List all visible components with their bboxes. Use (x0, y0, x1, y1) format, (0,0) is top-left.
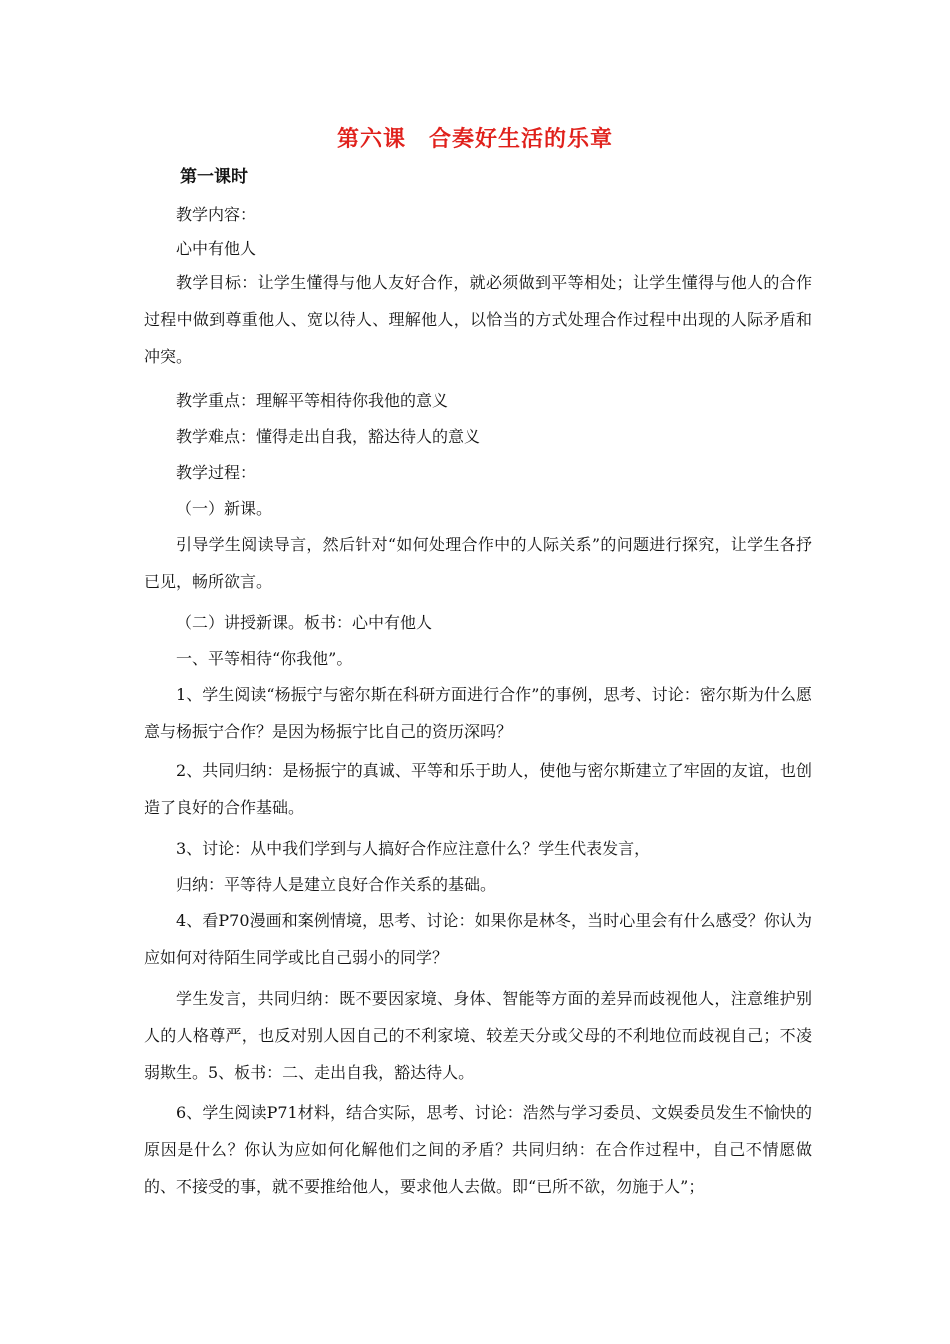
paragraph: （二）讲授新课。板书：心中有他人 (176, 613, 433, 632)
paragraph: 引导学生阅读导言，然后针对“如何处理合作中的人际关系”的问题进行探究，让学生各抒已见，畅所欲言。 (144, 535, 812, 591)
paragraph: 2、共同归纳：是杨振宁的真诚、平等和乐于助人，使他与密尔斯建立了牢固的友谊，也创造了良好的合作基础。 (144, 761, 812, 817)
paragraph: 一、平等相待“你我他”。 (176, 649, 353, 668)
paragraph: 教学重点：理解平等相待你我他的意义 (176, 391, 449, 410)
paragraph: 6、学生阅读P71材料，结合实际，思考、讨论：浩然与学习委员、文娱委员发生不愉快的原因是什么？你认为应如何化解他们之间的矛盾？共同归纳：在合作过程中，自己不情愿做的、不接受的事，就不要推给他人，要求他人去做。即“已所不欲，勿施于人”； (144, 1103, 812, 1196)
paragraph: 1、学生阅读“杨振宁与密尔斯在科研方面进行合作”的事例，思考、讨论：密尔斯为什么愿意与杨振宁合作？是因为杨振宁比自己的资历深吗？ (144, 685, 812, 741)
paragraph: 4、看P70漫画和案例情境，思考、讨论：如果你是林冬，当时心里会有什么感受？你认为应如何对待陌生同学或比自己弱小的同学？ (144, 911, 812, 967)
paragraph: 学生发言，共同归纳：既不要因家境、身体、智能等方面的差异而歧视他人，注意维护别人的人格尊严，也反对别人因自己的不利家境、较差天分或父母的不利地位而歧视自己；不凌弱欺生。5、板书：二、走出自我，豁达待人。 (144, 989, 812, 1082)
paragraph: （一）新课。 (176, 499, 273, 518)
paragraph: 教学目标：让学生懂得与他人友好合作，就必须做到平等相处；让学生懂得与他人的合作过程中做到尊重他人、宽以待人、理解他人，以恰当的方式处理合作过程中出现的人际矛盾和冲突。 (144, 273, 812, 366)
paragraph: 教学过程： (176, 463, 257, 482)
paragraph: 心中有他人 (176, 239, 257, 258)
paragraph: 3、讨论：从中我们学到与人搞好合作应注意什么？学生代表发言， (176, 839, 651, 858)
document-title: 第六课 合奏好生活的乐章 (336, 127, 613, 152)
paragraph: 教学难点：懂得走出自我，豁达待人的意义 (176, 427, 481, 446)
paragraph: 教学内容： (176, 205, 257, 224)
paragraph: 归纳：平等待人是建立良好合作关系的基础。 (176, 875, 497, 894)
lesson-subtitle: 第一课时 (180, 167, 248, 187)
